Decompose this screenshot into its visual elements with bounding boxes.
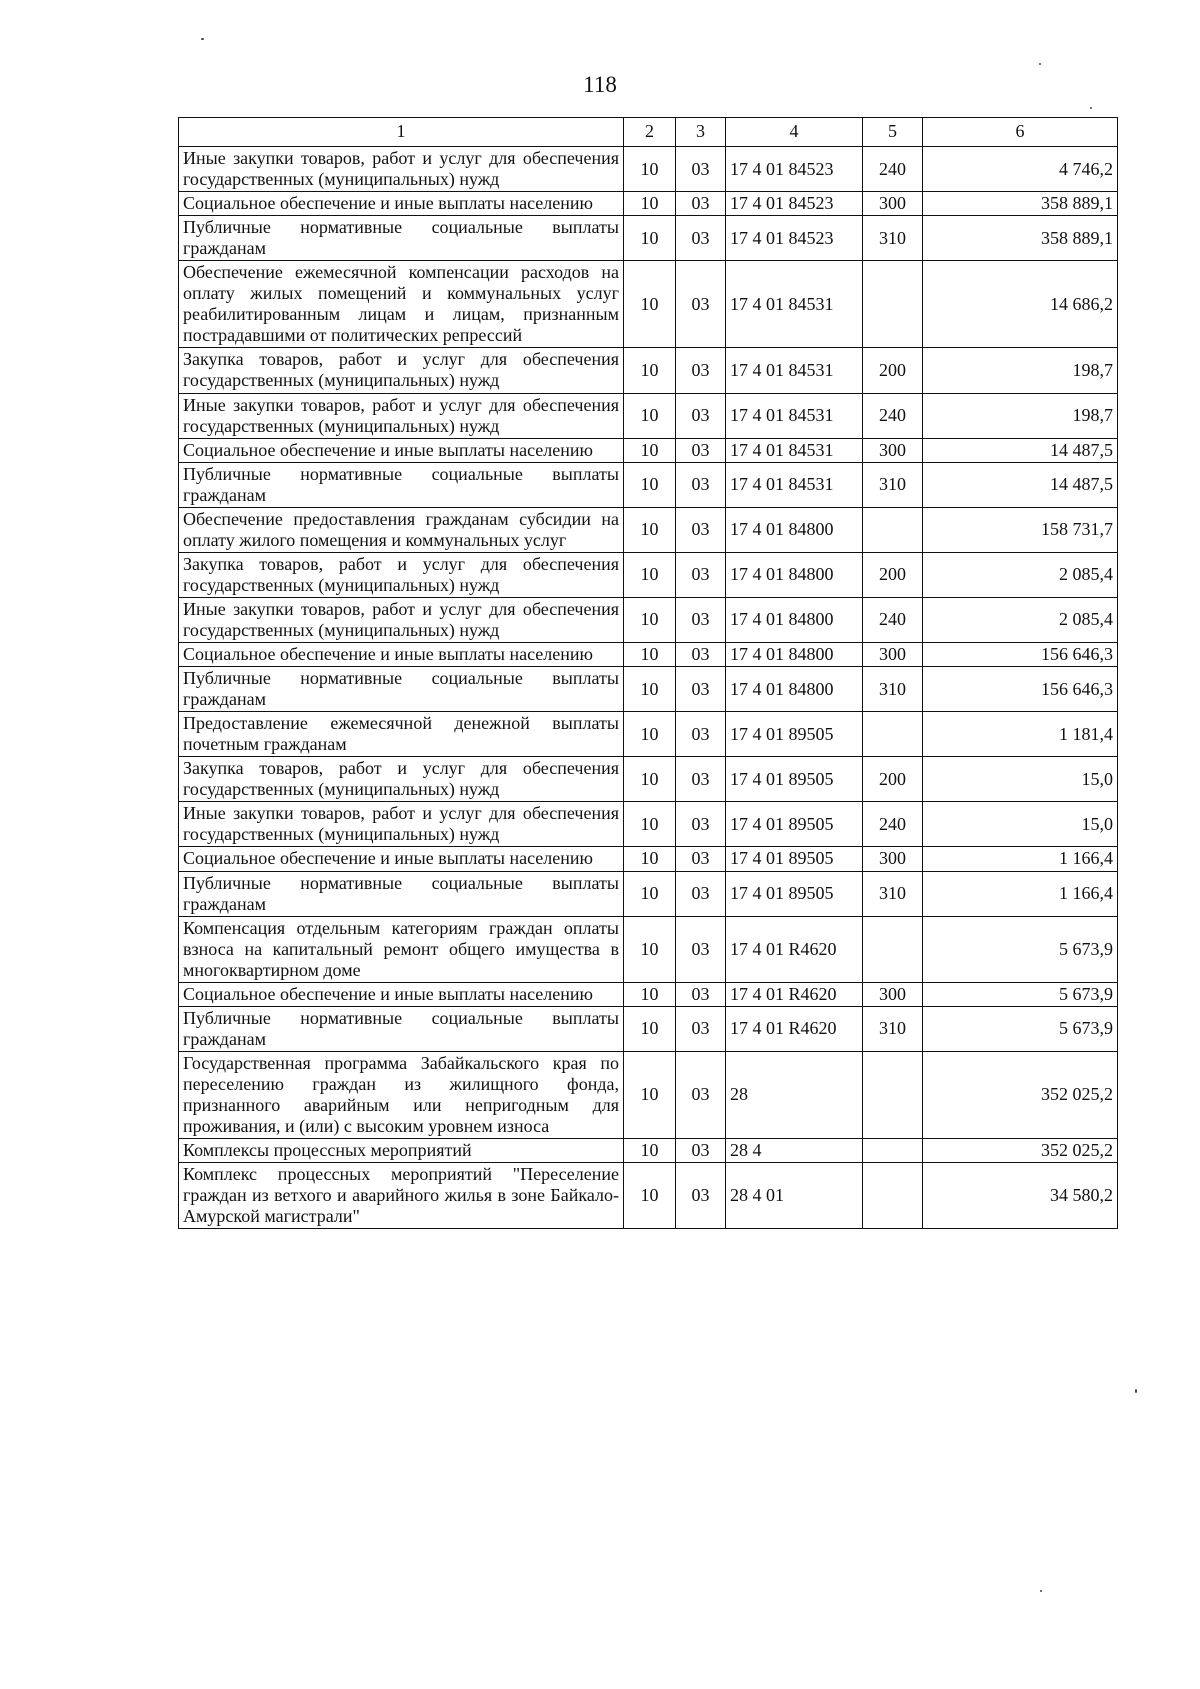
table-row [179, 667, 1118, 712]
row-expense-type: 310 [863, 216, 923, 261]
row-target-code: 17 4 01 84523 [726, 216, 863, 261]
budget-table [178, 117, 1118, 1229]
row-amount: 1 181,4 [923, 712, 1118, 757]
row-target-code: 17 4 01 R4620 [726, 982, 863, 1006]
row-section: 10 [624, 712, 676, 757]
row-subsection: 03 [676, 597, 726, 642]
row-expense-type [863, 507, 923, 552]
table-row [179, 462, 1118, 507]
row-expense-type: 200 [863, 348, 923, 393]
row-name: Социальное обеспечение и иные выплаты населению [179, 192, 624, 216]
row-name: Закупка товаров, работ и услуг для обеспечения государственных (муниципальных) нужд [179, 552, 624, 597]
row-expense-type: 310 [863, 667, 923, 712]
row-amount: 15,0 [923, 757, 1118, 802]
table-row [179, 916, 1118, 982]
row-target-code: 17 4 01 R4620 [726, 916, 863, 982]
row-target-code: 17 4 01 84531 [726, 393, 863, 438]
row-amount: 14 487,5 [923, 438, 1118, 462]
row-target-code: 17 4 01 R4620 [726, 1006, 863, 1051]
row-expense-type: 240 [863, 597, 923, 642]
row-section: 10 [624, 192, 676, 216]
row-name: Обеспечение ежемесячной компенсации расходов на оплату жилых помещений и коммунальных услуг реабилитированным лицам и лицам, признанным пострадавшими от политических репрессий [179, 261, 624, 348]
row-name: Социальное обеспечение и иные выплаты населению [179, 438, 624, 462]
row-expense-type: 310 [863, 1006, 923, 1051]
row-subsection: 03 [676, 667, 726, 712]
row-expense-type: 240 [863, 393, 923, 438]
row-target-code: 17 4 01 84531 [726, 462, 863, 507]
row-target-code: 17 4 01 89505 [726, 757, 863, 802]
table-row [179, 507, 1118, 552]
row-section: 10 [624, 1139, 676, 1163]
row-section: 10 [624, 261, 676, 348]
table-row [179, 757, 1118, 802]
row-section: 10 [624, 1006, 676, 1051]
row-subsection: 03 [676, 438, 726, 462]
row-target-code: 17 4 01 89505 [726, 871, 863, 916]
row-target-code: 17 4 01 84523 [726, 147, 863, 192]
row-subsection: 03 [676, 507, 726, 552]
table-row [179, 147, 1118, 192]
row-section: 10 [624, 667, 676, 712]
row-target-code: 28 4 01 [726, 1163, 863, 1229]
row-amount: 156 646,3 [923, 643, 1118, 667]
row-section: 10 [624, 982, 676, 1006]
row-name: Иные закупки товаров, работ и услуг для обеспечения государственных (муниципальных) нужд [179, 802, 624, 847]
row-amount: 358 889,1 [923, 216, 1118, 261]
row-name: Предоставление ежемесячной денежной выплаты почетным гражданам [179, 712, 624, 757]
row-name: Закупка товаров, работ и услуг для обеспечения государственных (муниципальных) нужд [179, 348, 624, 393]
row-section: 10 [624, 757, 676, 802]
row-name: Публичные нормативные социальные выплаты гражданам [179, 871, 624, 916]
row-name: Публичные нормативные социальные выплаты гражданам [179, 1006, 624, 1051]
row-name: Иные закупки товаров, работ и услуг для обеспечения государственных (муниципальных) нужд [179, 393, 624, 438]
row-amount: 358 889,1 [923, 192, 1118, 216]
row-expense-type [863, 712, 923, 757]
table-row [179, 438, 1118, 462]
row-section: 10 [624, 393, 676, 438]
row-target-code: 17 4 01 89505 [726, 712, 863, 757]
row-section: 10 [624, 1051, 676, 1138]
row-expense-type: 300 [863, 982, 923, 1006]
row-section: 10 [624, 916, 676, 982]
row-target-code: 17 4 01 84800 [726, 552, 863, 597]
row-expense-type: 200 [863, 552, 923, 597]
row-section: 10 [624, 507, 676, 552]
row-subsection: 03 [676, 847, 726, 871]
row-subsection: 03 [676, 552, 726, 597]
table-row [179, 393, 1118, 438]
row-name: Публичные нормативные социальные выплаты гражданам [179, 216, 624, 261]
row-expense-type: 240 [863, 147, 923, 192]
row-expense-type: 300 [863, 438, 923, 462]
row-subsection: 03 [676, 871, 726, 916]
table-row [179, 871, 1118, 916]
row-subsection: 03 [676, 393, 726, 438]
table-row [179, 1139, 1118, 1163]
row-subsection: 03 [676, 643, 726, 667]
row-name: Социальное обеспечение и иные выплаты населению [179, 982, 624, 1006]
row-section: 10 [624, 847, 676, 871]
table-row [179, 712, 1118, 757]
row-expense-type: 310 [863, 462, 923, 507]
row-expense-type [863, 261, 923, 348]
row-section: 10 [624, 147, 676, 192]
row-subsection: 03 [676, 712, 726, 757]
row-target-code: 17 4 01 84800 [726, 667, 863, 712]
row-amount: 198,7 [923, 348, 1118, 393]
row-amount: 5 673,9 [923, 1006, 1118, 1051]
row-name: Социальное обеспечение и иные выплаты населению [179, 847, 624, 871]
row-section: 10 [624, 643, 676, 667]
table-row [179, 192, 1118, 216]
row-amount: 2 085,4 [923, 552, 1118, 597]
header-col-4: 4 [726, 118, 863, 147]
row-subsection: 03 [676, 982, 726, 1006]
row-amount: 34 580,2 [923, 1163, 1118, 1229]
row-name: Закупка товаров, работ и услуг для обеспечения государственных (муниципальных) нужд [179, 757, 624, 802]
row-section: 10 [624, 438, 676, 462]
row-subsection: 03 [676, 261, 726, 348]
header-col-1: 1 [179, 118, 624, 147]
row-subsection: 03 [676, 1051, 726, 1138]
row-section: 10 [624, 462, 676, 507]
row-expense-type: 300 [863, 192, 923, 216]
row-subsection: 03 [676, 462, 726, 507]
row-subsection: 03 [676, 1163, 726, 1229]
row-section: 10 [624, 348, 676, 393]
table-body [179, 147, 1118, 1229]
row-amount: 4 746,2 [923, 147, 1118, 192]
row-name: Комплексы процессных мероприятий [179, 1139, 624, 1163]
row-expense-type: 300 [863, 643, 923, 667]
row-expense-type: 200 [863, 757, 923, 802]
row-target-code: 17 4 01 84523 [726, 192, 863, 216]
row-amount: 1 166,4 [923, 871, 1118, 916]
row-subsection: 03 [676, 757, 726, 802]
table-row [179, 1163, 1118, 1229]
row-target-code: 17 4 01 84800 [726, 597, 863, 642]
row-target-code: 28 [726, 1051, 863, 1138]
row-target-code: 28 4 [726, 1139, 863, 1163]
row-expense-type: 300 [863, 847, 923, 871]
row-subsection: 03 [676, 802, 726, 847]
table-row [179, 802, 1118, 847]
row-target-code: 17 4 01 89505 [726, 802, 863, 847]
row-subsection: 03 [676, 147, 726, 192]
row-expense-type [863, 916, 923, 982]
header-col-2: 2 [624, 118, 676, 147]
row-name: Иные закупки товаров, работ и услуг для обеспечения государственных (муниципальных) нужд [179, 597, 624, 642]
row-amount: 14 487,5 [923, 462, 1118, 507]
row-name: Публичные нормативные социальные выплаты гражданам [179, 667, 624, 712]
row-section: 10 [624, 552, 676, 597]
table-row [179, 1006, 1118, 1051]
row-expense-type [863, 1051, 923, 1138]
table-row [179, 261, 1118, 348]
row-target-code: 17 4 01 84800 [726, 643, 863, 667]
header-col-3: 3 [676, 118, 726, 147]
table-row [179, 643, 1118, 667]
table-row [179, 216, 1118, 261]
row-amount: 2 085,4 [923, 597, 1118, 642]
row-amount: 352 025,2 [923, 1051, 1118, 1138]
row-name: Компенсация отдельным категориям граждан оплаты взноса на капитальный ремонт общего имущества в многоквартирном доме [179, 916, 624, 982]
row-target-code: 17 4 01 84800 [726, 507, 863, 552]
row-subsection: 03 [676, 192, 726, 216]
row-amount: 5 673,9 [923, 982, 1118, 1006]
row-target-code: 17 4 01 84531 [726, 261, 863, 348]
row-amount: 158 731,7 [923, 507, 1118, 552]
table-row [179, 348, 1118, 393]
row-name: Социальное обеспечение и иные выплаты населению [179, 643, 624, 667]
header-col-6: 6 [923, 118, 1118, 147]
row-amount: 352 025,2 [923, 1139, 1118, 1163]
row-amount: 14 686,2 [923, 261, 1118, 348]
row-name: Обеспечение предоставления гражданам субсидии на оплату жилого помещения и коммунальных услуг [179, 507, 624, 552]
row-subsection: 03 [676, 1006, 726, 1051]
row-amount: 156 646,3 [923, 667, 1118, 712]
row-expense-type: 240 [863, 802, 923, 847]
row-section: 10 [624, 216, 676, 261]
row-section: 10 [624, 802, 676, 847]
row-expense-type [863, 1163, 923, 1229]
page-number: 118 [583, 72, 617, 97]
table-row [179, 552, 1118, 597]
row-subsection: 03 [676, 1139, 726, 1163]
row-amount: 15,0 [923, 802, 1118, 847]
row-target-code: 17 4 01 84531 [726, 348, 863, 393]
row-expense-type: 310 [863, 871, 923, 916]
table-row [179, 597, 1118, 642]
table-row [179, 847, 1118, 871]
table-header-row [179, 118, 1118, 147]
table-row [179, 1051, 1118, 1138]
row-amount: 198,7 [923, 393, 1118, 438]
table-row [179, 982, 1118, 1006]
row-subsection: 03 [676, 348, 726, 393]
row-subsection: 03 [676, 216, 726, 261]
row-target-code: 17 4 01 84531 [726, 438, 863, 462]
row-amount: 1 166,4 [923, 847, 1118, 871]
row-section: 10 [624, 1163, 676, 1229]
row-name: Публичные нормативные социальные выплаты гражданам [179, 462, 624, 507]
row-name: Государственная программа Забайкальского края по переселению граждан из жилищного фонда, признанного аварийным или непригодным для проживания, и (или) с высоким уровнем износа [179, 1051, 624, 1138]
row-section: 10 [624, 871, 676, 916]
row-section: 10 [624, 597, 676, 642]
row-expense-type [863, 1139, 923, 1163]
row-target-code: 17 4 01 89505 [726, 847, 863, 871]
row-subsection: 03 [676, 916, 726, 982]
row-name: Комплекс процессных мероприятий "Переселение граждан из ветхого и аварийного жилья в зоне Байкало-Амурской магистрали" [179, 1163, 624, 1229]
row-amount: 5 673,9 [923, 916, 1118, 982]
row-name: Иные закупки товаров, работ и услуг для обеспечения государственных (муниципальных) нужд [179, 147, 624, 192]
header-col-5: 5 [863, 118, 923, 147]
